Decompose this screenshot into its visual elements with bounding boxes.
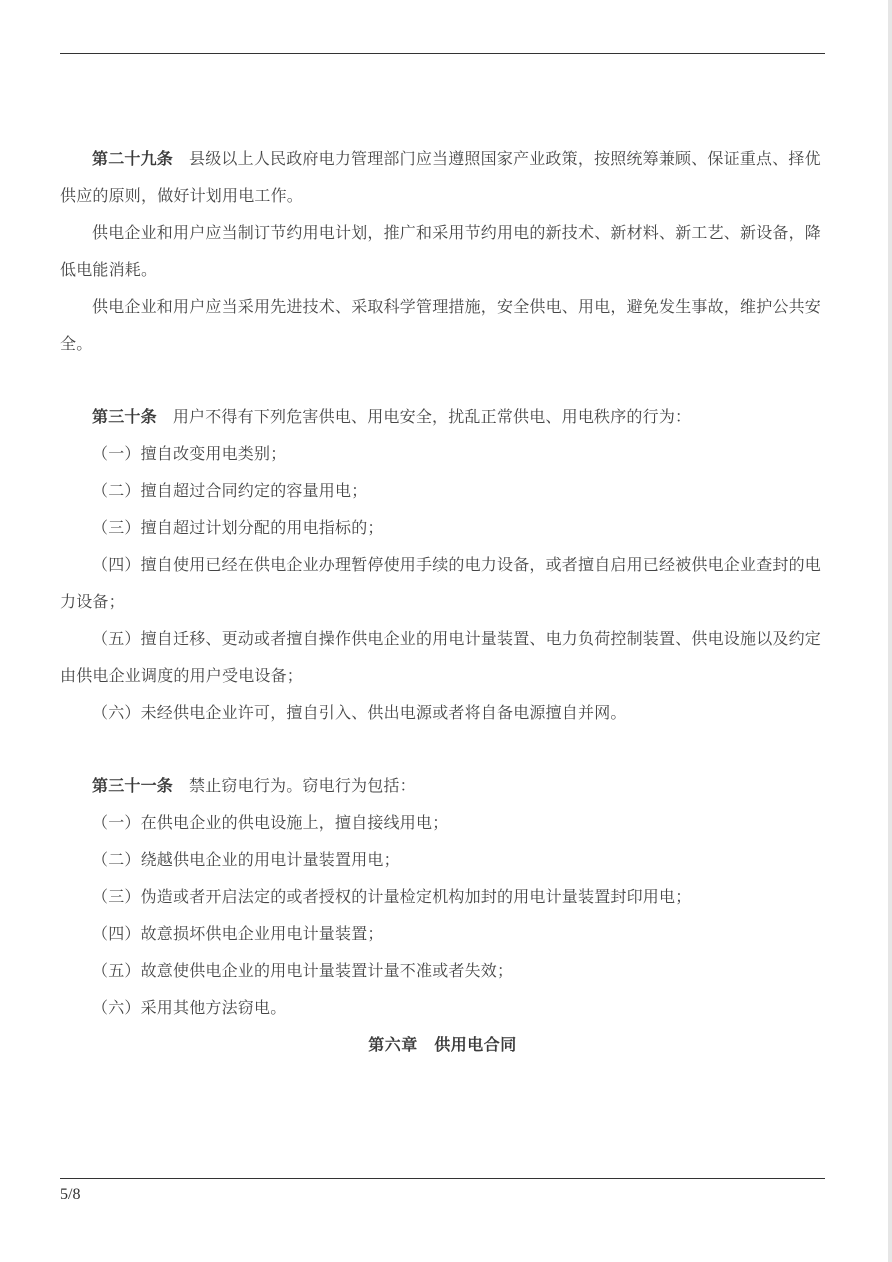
article-31-title: 第三十一条	[92, 776, 174, 795]
article-30-item: （二）擅自超过合同约定的容量用电；	[92, 481, 368, 500]
article-30-item: （四）擅自使用已经在供电企业办理暂停使用手续的电力设备，或者擅自启用已经被供电企业查封的电力设备；	[60, 555, 822, 611]
article-31-intro-text: 禁止窃电行为。窃电行为包括：	[189, 776, 416, 795]
article-30-item: （六）未经供电企业许可，擅自引入、供出电源或者将自备电源擅自并网。	[92, 703, 627, 722]
page-edge-shadow	[888, 0, 892, 1262]
article-29-paragraph-1	[60, 140, 825, 214]
article-30-item: （一）擅自改变用电类别；	[92, 444, 287, 463]
article-30-title: 第三十条	[92, 407, 157, 426]
page-number: 5/8	[60, 1186, 81, 1203]
article-31-item: （三）伪造或者开启法定的或者授权的计量检定机构加封的用电计量装置封印用电；	[92, 887, 692, 906]
footer-rule	[60, 1178, 825, 1179]
chapter-heading: 第六章 供用电合同	[368, 1035, 517, 1054]
article-29-paragraph-3: 供电企业和用户应当采用先进技术、采取科学管理措施，安全供电、用电，避免发生事故，维护公共安全。	[60, 297, 822, 353]
article-30-item: （五）擅自迁移、更动或者擅自操作供电企业的用电计量装置、电力负荷控制装置、供电设施以及约定由供电企业调度的用户受电设备；	[60, 629, 822, 685]
article-30-item: （三）擅自超过计划分配的用电指标的；	[92, 518, 384, 537]
article-30-intro-text: 用户不得有下列危害供电、用电安全，扰乱正常供电、用电秩序的行为：	[172, 407, 692, 426]
article-29-title: 第二十九条	[92, 149, 174, 168]
article-30-intro	[60, 398, 825, 435]
article-31-item: （四）故意损坏供电企业用电计量装置；	[92, 924, 384, 943]
article-31-intro	[60, 767, 825, 804]
article-31-item: （六）采用其他方法窃电。	[92, 998, 287, 1017]
article-29-text-1: 县级以上人民政府电力管理部门应当遵照国家产业政策，按照统筹兼顾、保证重点、择优供应的原则，做好计划用电工作。	[60, 149, 821, 205]
document-body	[60, 140, 825, 1063]
article-29-paragraph-2: 供电企业和用户应当制订节约用电计划，推广和采用节约用电的新技术、新材料、新工艺、新设备，降低电能消耗。	[60, 223, 822, 279]
article-31-item: （一）在供电企业的供电设施上，擅自接线用电；	[92, 813, 449, 832]
header-rule	[60, 53, 825, 54]
article-31-item: （五）故意使供电企业的用电计量装置计量不准或者失效；	[92, 961, 514, 980]
article-31-item: （二）绕越供电企业的用电计量装置用电；	[92, 850, 400, 869]
